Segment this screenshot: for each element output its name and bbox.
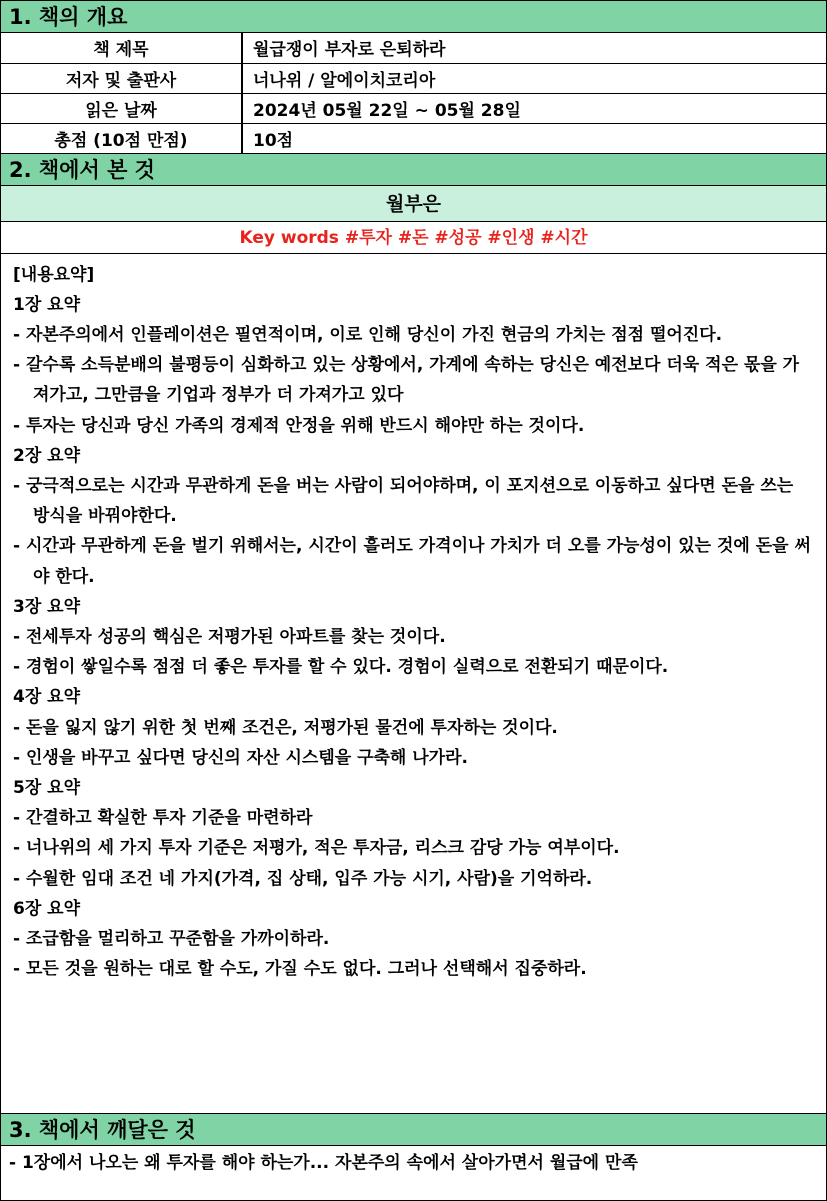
- summary-bullet: - 자본주의에서 인플레이션은 필연적이며, 이로 인해 당신이 가진 현금의 가치는 점점 떨어진다.: [13, 324, 723, 345]
- info-label: 읽은 날짜: [1, 93, 242, 123]
- info-label: 책 제목: [1, 33, 242, 63]
- info-row-score: [1, 123, 826, 153]
- summary-bullet: - 전세투자 성공의 핵심은 저평가된 아파트를 찾는 것이다.: [13, 626, 446, 647]
- insight-first-line: - 1장에서 나오는 왜 투자를 해야 하는가... 자본주의 속에서 살아가면서 월급에 만족: [9, 1152, 638, 1173]
- info-row-date: [1, 93, 826, 123]
- summary-bullet: - 너나위의 세 가지 투자 기준은 저평가, 적은 투자금, 리스크 감당 가능 여부이다.: [13, 838, 620, 859]
- book-info-table: [1, 33, 826, 154]
- summary-bullet: - 간결하고 확실한 투자 기준을 마련하라: [13, 808, 313, 829]
- summary-bullet: - 갈수록 소득분배의 불평등이 심화하고 있는 상황에서, 가계에 속하는 당신은 예전보다 더욱 적은 몫을 가져가고, 그만큼을 기업과 정부가 더 가져가고 있다: [13, 355, 800, 406]
- summary-bullet: - 수월한 임대 조건 네 가지(가격, 집 상태, 입주 가능 시기, 사람)을 기억하라.: [13, 868, 593, 889]
- summary-bullet: - 인생을 바꾸고 싶다면 당신의 자산 시스템을 구축해 나가라.: [13, 747, 468, 768]
- summary-bullet: - 경험이 쌓일수록 점점 더 좋은 투자를 할 수 있다. 경험이 실력으로 전환되기 때문이다.: [13, 657, 669, 678]
- info-row-title: [1, 33, 826, 63]
- summary-content: [1, 254, 826, 1114]
- info-label: 총점 (10점 만점): [1, 123, 242, 153]
- summary-bullet: - 궁극적으로는 시간과 무관하게 돈을 버는 사람이 되어야하며, 이 포지션으로 이동하고 싶다면 돈을 쓰는 방식을 바꿔야한다.: [13, 475, 794, 527]
- info-value: 너나위 / 알에이치코리아: [242, 63, 826, 93]
- summary-bullet: - 모든 것을 원하는 대로 할 수도, 가질 수도 없다. 그러나 선택해서 집중하라.: [13, 959, 587, 980]
- chapter-title: 1장 요약: [13, 294, 81, 315]
- chapter-title: 5장 요약: [13, 777, 81, 798]
- chapter-title: 4장 요약: [13, 687, 81, 708]
- summary-header: [내용요약]: [13, 264, 95, 285]
- section-3-header: 3. 책에서 깨달은 것: [1, 1114, 826, 1146]
- info-value: 월급쟁이 부자로 은퇴하라: [242, 33, 826, 63]
- chapter-title: 6장 요약: [13, 898, 81, 919]
- chapter-title: 2장 요약: [13, 445, 81, 466]
- section-2-header: 2. 책에서 본 것: [1, 154, 826, 186]
- section-2-subtitle: 월부은: [1, 186, 826, 222]
- info-row-author: [1, 63, 826, 93]
- summary-bullet: - 돈을 잃지 않기 위한 첫 번째 조건은, 저평가된 물건에 투자하는 것이다.: [13, 717, 558, 738]
- chapter-title: 3장 요약: [13, 596, 81, 617]
- info-value: 10점: [242, 123, 826, 153]
- info-value: 2024년 05월 22일 ~ 05월 28일: [242, 93, 826, 123]
- summary-bullet: - 투자는 당신과 당신 가족의 경제적 안정을 위해 반드시 해야만 하는 것이다.: [13, 415, 585, 436]
- info-label: 저자 및 출판사: [1, 63, 242, 93]
- summary-bullet: - 조급함을 멀리하고 꾸준함을 가까이하라.: [13, 928, 330, 949]
- section-1-header: 1. 책의 개요: [1, 1, 826, 33]
- summary-bullet: - 시간과 무관하게 돈을 벌기 위해서는, 시간이 흘러도 가격이나 가치가 더 오를 가능성이 있는 것에 돈을 써야 한다.: [13, 536, 811, 587]
- keywords-row: Key words #투자 #돈 #성공 #인생 #시간: [1, 222, 826, 254]
